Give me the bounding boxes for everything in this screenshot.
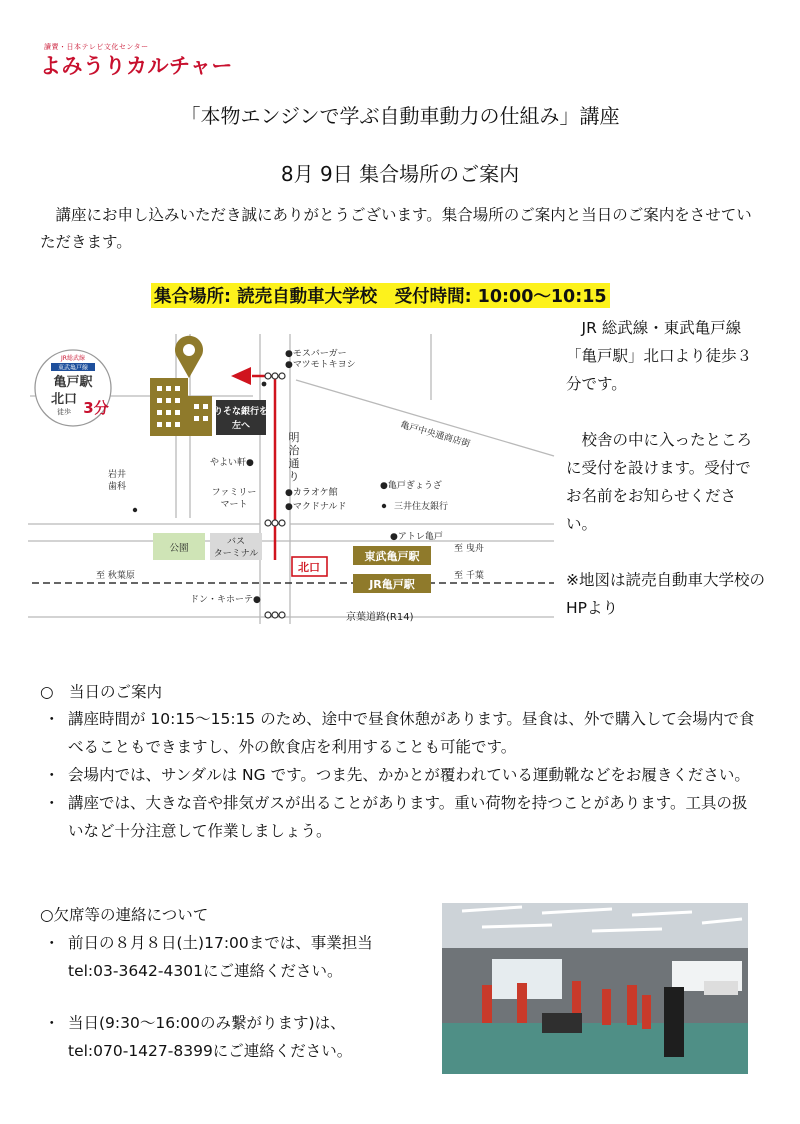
landmark-mos: ●モスバーガー — [285, 349, 347, 359]
bank-line1: りそな銀行を — [213, 407, 269, 417]
badge-walk: 徒歩 — [57, 408, 71, 416]
kameido-street-label: 亀戸中央通商店街 — [399, 420, 472, 450]
badge-exit: 北口 — [50, 392, 78, 407]
list-item: ・ 講座時間が 10:15～15:15 のため、途中で昼食休憩があります。昼食は、外で購入して会場内で食べることもできますし、外の飲食店を利用することも可能です。 — [44, 710, 755, 756]
school-building-icon — [150, 336, 212, 436]
svg-text:明: 明 — [288, 431, 300, 444]
intro-text: 講座にお申し込みいただき誠にありがとうございます。集合場所のご案内と当日のご案内をさせていただきます。 — [40, 206, 752, 251]
to-akihabara: 至 秋葉原 — [96, 571, 135, 581]
bank-marker — [262, 382, 267, 387]
keiyo-road-label: 京葉道路(R14) — [346, 612, 414, 623]
landmark-family-1: ファミリー — [211, 488, 257, 498]
page-subtitle: 8月 9日 集合場所のご案内 — [280, 162, 520, 186]
mitsui-marker — [382, 504, 386, 508]
list-item: ・ 会場内では、サンダルは NG です。つま先、かかとが覆われている運動靴などをお履きください。 — [44, 766, 750, 784]
svg-text:り: り — [288, 470, 300, 483]
access-map — [28, 328, 556, 628]
station-badge — [35, 350, 111, 426]
list-item: ・ 講座では、大きな音や排気ガスが出ることがあります。重い荷物を持つことがあります。工具の扱いなど十分注意して作業しましょう。 — [44, 794, 748, 840]
jr-station-label: JR亀戸駅 — [369, 578, 415, 591]
page-title: 「本物エンジンで学ぶ自動車動力の仕組み」講座 — [180, 104, 620, 128]
tobu-station-label: 東武亀戸駅 — [364, 550, 420, 563]
badge-line2: 東武亀戸線 — [57, 364, 89, 372]
list-item: ・ 前日の８月８日(土)17:00までは、事業担当 tel:03-3642-4301にご連絡ください。 — [44, 934, 373, 980]
map-note-source: ※地図は読売自動車大学校のHPより — [566, 571, 765, 617]
park-label: 公園 — [169, 543, 189, 554]
day-info-list — [40, 705, 760, 845]
north-exit-label: 北口 — [298, 561, 320, 574]
bank-line2: 左へ — [231, 421, 251, 431]
landmark-mcdonalds: ●マクドナルド — [285, 502, 347, 512]
list-item: ・ 当日(9:30～16:00のみ繋がります)は、 tel:070-1427-8399にご連絡ください。 — [44, 1014, 353, 1060]
to-chiba: 至 千葉 — [454, 571, 484, 581]
landmark-donki: ドン・キホーテ● — [190, 595, 261, 605]
landmark-mitsui: 三井住友銀行 — [394, 502, 449, 512]
bus-label-1: バス — [226, 537, 246, 547]
iwai-marker — [133, 508, 137, 512]
badge-minutes: 3分 — [83, 399, 109, 417]
route-arrow-icon — [231, 367, 251, 385]
landmark-matsumoto: ●マツモトキヨシ — [285, 360, 356, 370]
map-note-access: JR 総武線・東武亀戸線「亀戸駅」北口より徒歩３分です。 — [566, 319, 753, 393]
landmark-iwai-1: 岩井 — [107, 470, 127, 480]
meiji-street-label — [289, 431, 301, 483]
map-note — [566, 314, 766, 622]
day-info-title: ○ 当日のご案内 — [40, 683, 163, 701]
absence-title: ○欠席等の連絡について — [40, 906, 209, 924]
landmark-atre: ●アトレ亀戸 — [390, 532, 443, 542]
to-hikifune: 至 曳舟 — [454, 544, 484, 554]
map-note-reception: 校舎の中に入ったところに受付を設けます。受付でお名前をお知らせください。 — [566, 431, 753, 533]
logo: よみうりカルチャー — [40, 54, 233, 78]
landmark-iwai-2: 歯科 — [107, 482, 127, 492]
landmark-gyoza: ●亀戸ぎょうざ — [380, 481, 442, 491]
svg-text:治: 治 — [288, 444, 300, 457]
landmark-karaoke: ●カラオケ館 — [285, 488, 338, 498]
workshop-photo — [442, 903, 748, 1074]
map-note-spacer-2 — [566, 538, 766, 566]
meeting-place-highlight: 集合場所: 読売自動車大学校 受付時間: 10:00～10:15 — [151, 283, 610, 308]
svg-text:通: 通 — [288, 457, 300, 470]
logo-subtext: 讀賣・日本テレビ文化センター — [44, 43, 149, 51]
bus-label-2: ターミナル — [213, 549, 259, 559]
list-spacer — [40, 985, 438, 1009]
landmark-family-2: マート — [220, 500, 248, 510]
absence-list — [40, 929, 438, 1065]
badge-line1: JR総武線 — [61, 355, 85, 362]
map-note-spacer — [566, 398, 766, 426]
badge-station: 亀戸駅 — [53, 375, 93, 390]
landmark-yayoi: やよい軒● — [210, 458, 254, 468]
